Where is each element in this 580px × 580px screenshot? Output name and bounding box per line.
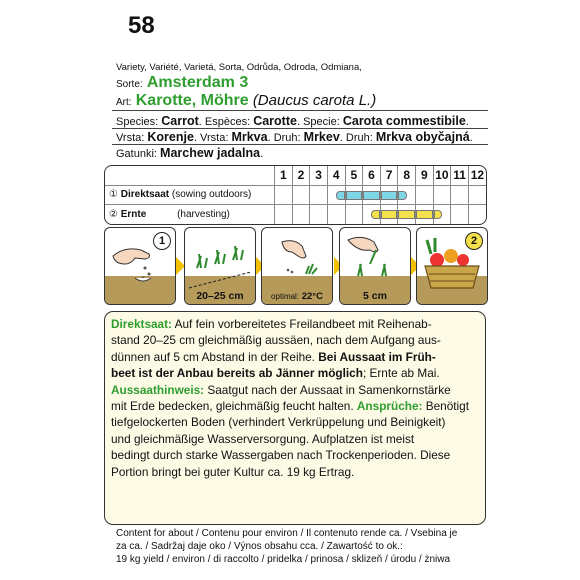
- instruction-line: tiefgelockerten Boden (verhindert Verkrüppelung und Beinigkeit): [111, 415, 446, 430]
- species-label: . Espèces:: [198, 116, 251, 128]
- species-value: Mrkev: [303, 130, 340, 144]
- instruction-line: bedingt durch starke Wassergaben nach Trockenperioden. Diese: [111, 448, 451, 463]
- calendar-row-harvest: [105, 205, 486, 224]
- heading-direktsaat: Direktsaat:: [111, 317, 172, 331]
- species-value: Mrkva obyčajná: [375, 130, 470, 144]
- calendar-bar-segment: [346, 191, 363, 200]
- sorte-label: Sorte:: [116, 79, 143, 90]
- calendar-bar-segment: [371, 210, 379, 219]
- species-line-1: [116, 114, 469, 129]
- yield-footer: [116, 527, 457, 566]
- heading-ansprueche: Ansprüche:: [356, 399, 423, 414]
- divider: [112, 110, 488, 111]
- instruction-line: [111, 382, 485, 398]
- sorte-value: Amsterdam 3: [146, 74, 249, 91]
- species-label: Species:: [116, 116, 159, 128]
- instruction-line: und gleichmäßige Wasserversorgung. Aufplatzen ist meist: [111, 431, 415, 446]
- calendar-corner: [105, 166, 275, 185]
- tile-caption: 20–25 cm: [196, 290, 244, 302]
- footer-line: Content for about / Contenu pour environ / Il contenuto rende ca. / Vsebina je: [116, 528, 458, 539]
- calendar-bar-segment: [416, 210, 433, 219]
- bold-text: Bei Aussaat im Früh-: [318, 349, 436, 364]
- species-label: . Specie:: [296, 116, 340, 128]
- instruction-line: stand 20–25 cm gleichmäßig aussäen, nach dem Aufgang aus-: [111, 333, 441, 348]
- tile-thinning: [339, 227, 411, 305]
- calendar-bar-segment: [398, 210, 415, 219]
- calendar-row-label: [105, 205, 275, 224]
- sowing-calendar: [104, 165, 487, 225]
- instruction-line: [111, 365, 485, 381]
- month-1: 1: [275, 166, 293, 185]
- species-value: Carota commestibile: [342, 114, 466, 128]
- row-note: (harvesting): [177, 209, 230, 221]
- step-1-symbol: ①: [109, 189, 118, 201]
- species-line-2: [116, 130, 473, 145]
- art-value: Karotte, Möhre: [135, 92, 249, 109]
- month-12: 12: [468, 166, 486, 185]
- species-value: Marchew jadalna: [160, 146, 261, 160]
- footer-line: za ca. / Sadržaj daje oko / Výnos obsahu cca. / Zawartość to ok.:: [116, 541, 403, 552]
- species-line-3: [116, 146, 263, 161]
- tile-caption: [262, 291, 332, 302]
- row-label-ernte: Ernte: [120, 209, 147, 221]
- month-11: 11: [451, 166, 469, 185]
- month-4: 4: [327, 166, 345, 185]
- bold-text: beet ist der Anbau bereits ab Jänner möglich: [111, 366, 363, 381]
- instruction-line: [111, 398, 485, 414]
- calendar-bar-segment: [381, 191, 398, 200]
- calendar-bar-segment: [398, 191, 406, 200]
- punct: .: [465, 116, 469, 128]
- packet-number: 58: [128, 12, 155, 39]
- calendar-bar-segment: [434, 210, 442, 219]
- calendar-bar-segment: [336, 191, 344, 200]
- instruction-line: [111, 316, 485, 332]
- tile-sowing: [104, 227, 176, 305]
- growing-steps: [104, 227, 485, 307]
- species-value: Carrot: [161, 114, 199, 128]
- tile-row-spacing: [184, 227, 256, 305]
- tile-caption: 5 cm: [363, 290, 387, 302]
- month-6: 6: [363, 166, 381, 185]
- species-label: . Druh:: [339, 132, 373, 144]
- instruction-line: Portion bringt bei guter Kultur ca. 19 kg Ertrag.: [111, 464, 355, 479]
- punct: .: [260, 148, 264, 160]
- variety-labels: Variety, Variété, Varietá, Sorta, Odrůda, Odroda, Odmiana,: [116, 62, 362, 73]
- step-badge: 1: [153, 232, 171, 250]
- instruction-line: [111, 349, 485, 365]
- species-label: . Druh:: [267, 132, 301, 144]
- tile-harvest: [416, 227, 488, 305]
- text: Benötigt: [422, 399, 470, 414]
- calendar-bar-segment: [381, 210, 398, 219]
- caption-prefix: optimal:: [271, 292, 300, 301]
- heading-aussaathinweis: Aussaathinweis:: [111, 382, 205, 397]
- month-7: 7: [380, 166, 398, 185]
- step-2-symbol: ②: [109, 209, 118, 221]
- text: dünnen auf 5 cm Abstand in der Reihe.: [111, 349, 319, 364]
- month-3: 3: [310, 166, 328, 185]
- species-label: Gatunki:: [116, 148, 157, 160]
- art-label: Art:: [116, 97, 132, 108]
- month-8: 8: [398, 166, 416, 185]
- step-badge: 2: [465, 232, 483, 250]
- species-label: . Vrsta:: [193, 132, 229, 144]
- caption-value: 22°C: [301, 291, 323, 302]
- species-label: Vrsta:: [116, 132, 145, 144]
- species-value: Mrkva: [231, 130, 268, 144]
- text: Saatgut nach der Aussaat in Samenkornstärke: [204, 382, 451, 397]
- calendar-row-sowing: [105, 185, 486, 205]
- calendar-bar-segment: [363, 191, 380, 200]
- art-line: [116, 92, 376, 111]
- calendar-header-row: [105, 166, 486, 185]
- text: Auf fein vorbereitetes Freilandbeet mit Reihenab-: [171, 317, 432, 331]
- row-label-direktsaat: Direktsaat: [120, 189, 170, 201]
- divider: [112, 128, 488, 129]
- species-value: Korenje: [147, 130, 194, 144]
- month-5: 5: [345, 166, 363, 185]
- month-9: 9: [416, 166, 434, 185]
- tile-temperature: [261, 227, 333, 305]
- instructions-box: [104, 311, 486, 525]
- calendar-row-label: [105, 185, 275, 205]
- species-value: Carotte: [253, 114, 297, 128]
- text: ; Ernte ab Mai.: [362, 366, 440, 381]
- month-2: 2: [292, 166, 310, 185]
- text: mit Erde bedecken, gleichmäßig feucht halten.: [111, 399, 357, 414]
- art-latin: (Daucus carota L.): [252, 92, 377, 109]
- punct: .: [469, 132, 473, 144]
- row-note: (sowing outdoors): [171, 189, 252, 201]
- sorte-line: [116, 74, 248, 93]
- month-10: 10: [433, 166, 451, 185]
- divider: [112, 144, 488, 145]
- footer-line: 19 kg yield / environ / di raccolto / pridelka / prinosa / sklizeň / úrodu / żniwa: [116, 554, 451, 565]
